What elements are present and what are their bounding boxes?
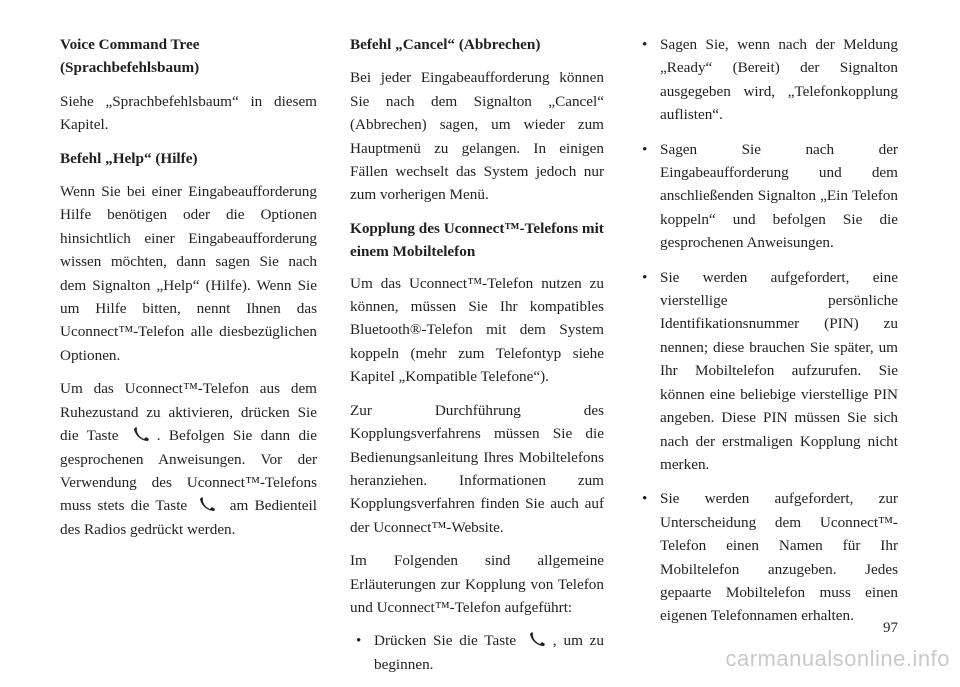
- list-item: • Sagen Sie, wenn nach der Meldung „Ready“ (Bereit) der Signalton ausgegeben wird, „Telefonkopplung auflisten“.: [636, 33, 898, 127]
- pairing-steps-list: [350, 629, 604, 676]
- paragraph-pairing-1: Um das Uconnect™-Telefon nutzen zu können, müssen Sie Ihr kompatibles Bluetooth®-Telefon mit dem System koppeln (mehr zum Telefontyp siehe Kapitel „Kompatible Telefone“).: [350, 274, 604, 386]
- heading-pairing: Kopplung des Uconnect™-Telefons mit einem Mobiltelefon: [350, 219, 604, 261]
- activate-text-a: Um das Uconnect™-Telefon aus dem Ruhezustand zu aktivieren, drücken Sie die Taste: [60, 380, 317, 445]
- activate-text-b: . Befolgen Sie dann die gesprochenen Anweisungen. Vor der Verwendung des Uconnect™-Telefons muss stets die Taste: [60, 427, 318, 515]
- list-item: • Sie werden aufgefordert, zur Unterscheidung dem Uconnect™-Telefon einen Namen für Ihr Mobiltelefon anzugeben. Jedes gepaarte Mobiltelefon muss einen eigenen Telefonnamen erhalten.: [636, 487, 898, 627]
- watermark: carmanualsonline.info: [725, 646, 950, 671]
- column-right: [636, 33, 898, 639]
- heading-help-command: Befehl „Help“ (Hilfe): [60, 149, 198, 167]
- page-number: 97: [883, 620, 898, 636]
- paragraph-pairing-2: Zur Durchführung des Kopplungsverfahrens müssen Sie die Bedienungsanleitung Ihres Mobiltelefons heranziehen. Informationen zum Kopplungsverfahren finden Sie auch auf der Uconnect™-Website.: [350, 401, 604, 536]
- bullet-text-a: Drücken Sie die Taste: [374, 632, 517, 650]
- phone-icon: [526, 631, 550, 647]
- list-item: • Sie werden aufgefordert, eine vierstellige persönliche Identifikationsnummer (PIN) zu nennen; diese brauchen Sie später, um Ihr Mobiltelefon aufzurufen. Sie können eine beliebige vierstellige PIN angeben. Diese PIN müssen Sie sich nach der erstmaligen Kopplung nicht merken.: [636, 266, 898, 477]
- paragraph-help: Wenn Sie bei einer Eingabeaufforderung Hilfe benötigen oder die Optionen hinsichtlich einer Eingabeaufforderung wissen möchten, dann sagen Sie nach dem Signalton „Help“ (Hilfe). Wenn Sie um Hilfe bitten, nennt Ihnen das Uconnect™-Telefon alle diesbezüglichen Optionen.: [60, 183, 317, 364]
- paragraph-tree-reference: Siehe „Sprachbefehlsbaum“ in diesem Kapitel.: [60, 92, 317, 134]
- column-middle: [350, 33, 604, 687]
- list-item: [350, 629, 604, 676]
- paragraph-activate: [60, 377, 317, 541]
- heading-cancel-command: Befehl „Cancel“ (Abbrechen): [350, 36, 541, 53]
- pairing-steps-list-continued: [636, 33, 898, 628]
- activate-text-c: am Bedienteil des Radios gedrückt werden.: [60, 497, 317, 538]
- column-left: [60, 33, 317, 551]
- phone-icon: [130, 426, 154, 442]
- list-item: • Sagen Sie nach der Eingabeaufforderung und dem anschließenden Signalton „Ein Telefon koppeln“ und befolgen Sie die gesprochenen Anweisungen.: [636, 138, 898, 255]
- paragraph-cancel: Bei jeder Eingabeaufforderung können Sie nach dem Signalton „Cancel“ (Abbrechen) sagen, um wieder zum Hauptmenü zu gelangen. In einigen Fällen wechselt das System jedoch nur zum vorherigen Menü.: [350, 69, 604, 204]
- heading-voice-command-tree: Voice Command Tree (Sprachbefehlsbaum): [60, 36, 200, 77]
- paragraph-pairing-3: Im Folgenden sind allgemeine Erläuterungen zur Kopplung von Telefon und Uconnect™-Telefon aufgeführt:: [350, 552, 604, 616]
- phone-icon: [196, 496, 220, 512]
- bullet-text-b: , um zu beginnen.: [374, 632, 604, 673]
